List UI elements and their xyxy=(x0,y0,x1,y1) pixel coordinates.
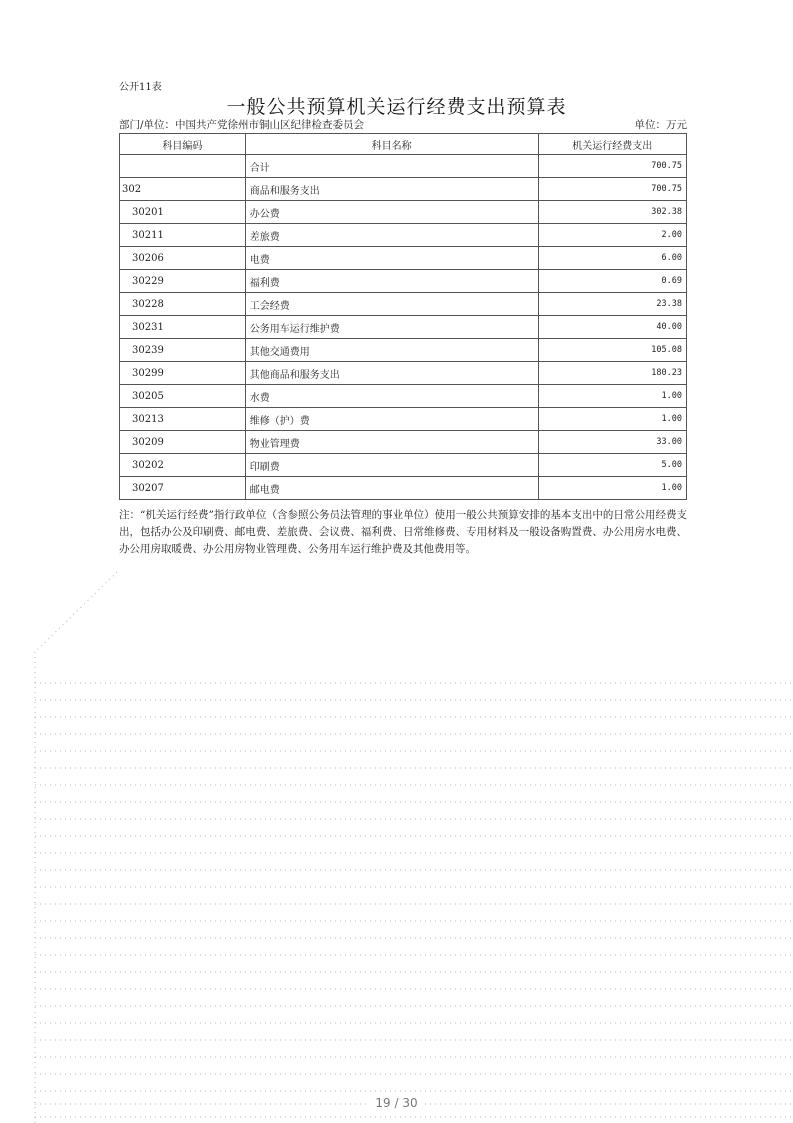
row-amount: 1.00 xyxy=(538,477,686,500)
row-amount: 302.38 xyxy=(538,201,686,224)
row-code: 30202 xyxy=(120,454,246,477)
row-amount: 180.23 xyxy=(538,362,686,385)
row-code: 30213 xyxy=(120,408,246,431)
row-code: 30207 xyxy=(120,477,246,500)
row-code: 30231 xyxy=(120,316,246,339)
row-amount: 33.00 xyxy=(538,431,686,454)
row-name: 印刷费 xyxy=(245,454,538,477)
row-name: 邮电费 xyxy=(245,477,538,500)
row-amount: 1.00 xyxy=(538,408,686,431)
row-code: 30206 xyxy=(120,247,246,270)
row-name: 合计 xyxy=(245,155,538,178)
row-name: 福利费 xyxy=(245,270,538,293)
row-code xyxy=(120,155,246,178)
table-header-row xyxy=(120,134,687,155)
row-name: 工会经费 xyxy=(245,293,538,316)
table-row xyxy=(120,247,687,270)
row-amount: 23.38 xyxy=(538,293,686,316)
row-amount: 0.69 xyxy=(538,270,686,293)
row-name: 公务用车运行维护费 xyxy=(245,316,538,339)
table-row xyxy=(120,339,687,362)
table-note: 注：“机关运行经费”指行政单位（含参照公务员法管理的事业单位）使用一般公共预算安排的基本支出中的日常公用经费支出，包括办公及印刷费、邮电费、差旅费、会议费、福利费、日常维修费、专用材料及一般设备购置费、办公用房水电费、办公用房取暖费、办公用房物业管理费、公务用车运行维护费及其他费用等。 xyxy=(119,509,687,555)
form-tag: 公开11表 xyxy=(119,82,162,93)
row-amount: 700.75 xyxy=(538,178,686,201)
row-code: 30229 xyxy=(120,270,246,293)
row-code: 30239 xyxy=(120,339,246,362)
row-amount: 40.00 xyxy=(538,316,686,339)
table-row xyxy=(120,362,687,385)
row-name: 维修（护）费 xyxy=(245,408,538,431)
table-row xyxy=(120,293,687,316)
row-amount: 5.00 xyxy=(538,454,686,477)
row-name: 办公费 xyxy=(245,201,538,224)
department-label: 部门/单位：中国共产党徐州市铜山区纪律检查委员会 xyxy=(119,119,365,131)
row-name: 物业管理费 xyxy=(245,431,538,454)
row-code: 30209 xyxy=(120,431,246,454)
header-subject-code: 科目编码 xyxy=(120,134,246,155)
row-name: 水费 xyxy=(245,385,538,408)
row-amount: 1.00 xyxy=(538,385,686,408)
table-row xyxy=(120,270,687,293)
table-row xyxy=(120,431,687,454)
page-number-wrap xyxy=(0,1096,793,1110)
table-row xyxy=(120,201,687,224)
table-row xyxy=(120,454,687,477)
page-title: 一般公共预算机关运行经费支出预算表 xyxy=(226,96,567,118)
row-code: 30211 xyxy=(120,224,246,247)
table-row xyxy=(120,477,687,500)
page-number: 19 / 30 xyxy=(369,1096,423,1110)
row-code: 30299 xyxy=(120,362,246,385)
row-amount: 700.75 xyxy=(538,155,686,178)
row-name: 其他商品和服务支出 xyxy=(245,362,538,385)
row-code: 30205 xyxy=(120,385,246,408)
row-name: 商品和服务支出 xyxy=(245,178,538,201)
row-code: 30201 xyxy=(120,201,246,224)
table-row xyxy=(120,316,687,339)
row-name: 差旅费 xyxy=(245,224,538,247)
row-name: 电费 xyxy=(245,247,538,270)
row-amount: 6.00 xyxy=(538,247,686,270)
unit-label: 单位：万元 xyxy=(634,119,687,131)
budget-table xyxy=(119,133,687,500)
table-row xyxy=(120,408,687,431)
row-amount: 105.08 xyxy=(538,339,686,362)
table-row xyxy=(120,224,687,247)
header-subject-name: 科目名称 xyxy=(245,134,538,155)
row-code: 30228 xyxy=(120,293,246,316)
table-meta xyxy=(119,117,687,132)
table-row xyxy=(120,178,687,201)
row-amount: 2.00 xyxy=(538,224,686,247)
header-expense-amount: 机关运行经费支出 xyxy=(538,134,686,155)
row-code: 302 xyxy=(120,178,246,201)
table-row xyxy=(120,385,687,408)
table-row xyxy=(120,155,687,178)
row-name: 其他交通费用 xyxy=(245,339,538,362)
